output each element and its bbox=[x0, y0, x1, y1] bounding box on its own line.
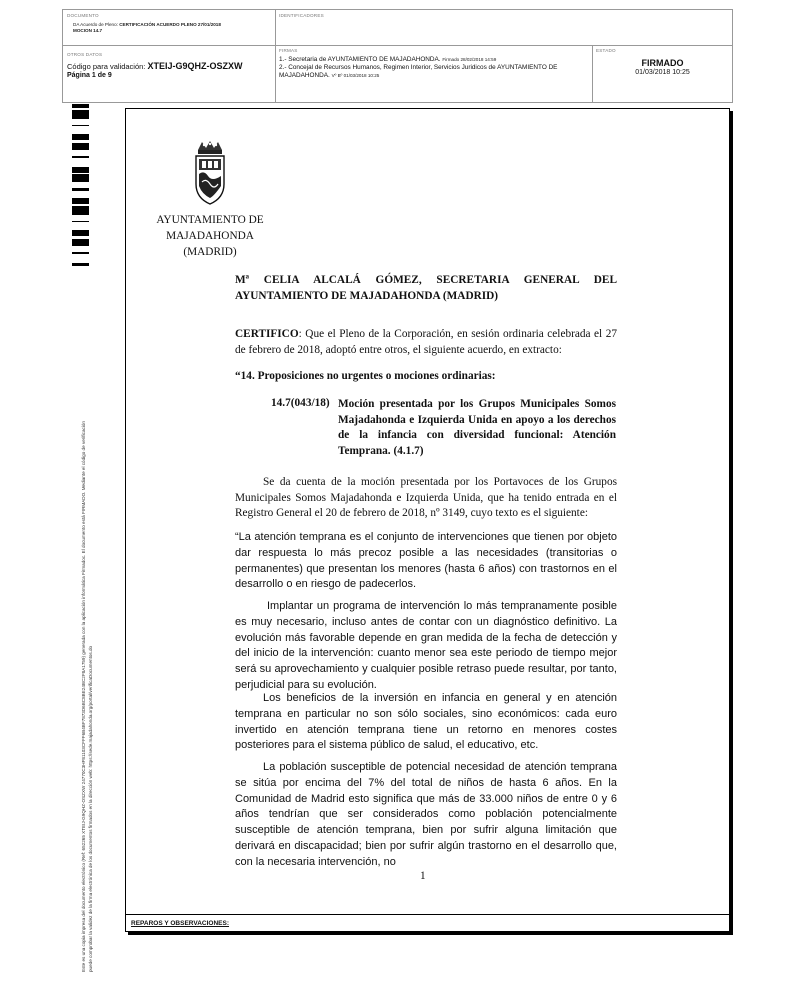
barcode-bar bbox=[72, 179, 89, 180]
barcode-bar bbox=[72, 180, 89, 182]
section-heading: “14. Proposiciones no urgentes o mociones ordinarias: bbox=[235, 370, 496, 382]
documento-value: DA Acuerdo de Pleno: CERTIFICACIÓN ACUERDO PLENO 27/01/2018 MOCION 14.7 bbox=[73, 22, 221, 33]
motion-paragraph-3: Los beneficios de la inversión en infancia en general y en atención temprana en particular no son sólo sociales, sino económicos: cada euro invertido en atención temprana tiene un retorno en menores costes posteriores para el sistema público de salud, el educativo, etc. bbox=[235, 692, 617, 752]
barcode-bar bbox=[72, 143, 89, 144]
letterhead: AYUNTAMIENTO DE MAJADAHONDA (MADRID) bbox=[156, 214, 264, 258]
barcode-bar bbox=[72, 137, 89, 138]
barcode-bar bbox=[72, 264, 89, 266]
barcode-bar bbox=[72, 230, 89, 233]
barcode-bar bbox=[72, 116, 89, 119]
barcode-bar bbox=[72, 233, 89, 234]
page-number: 1 bbox=[420, 870, 426, 882]
barcode-bar bbox=[72, 114, 89, 116]
motion-paragraph-1: “La atención temprana es el conjunto de intervenciones que tienen por objeto dar respuesta lo más precoz posible a las necesidades (transitorias o permanentes) que presentan los menores (hasta 6 años) con trastornos en el desarrollo o en riesgo de padecerlos. bbox=[235, 531, 617, 591]
barcode-bar bbox=[72, 240, 89, 242]
motion-number: 14.7(043/18) bbox=[271, 397, 330, 409]
reparos-label: REPAROS Y OBSERVACIONES: bbox=[131, 920, 230, 927]
barcode-bar bbox=[72, 252, 89, 254]
barcode-bar bbox=[72, 198, 89, 200]
header-divider-vertical bbox=[275, 10, 276, 102]
barcode-bar bbox=[72, 144, 89, 146]
barcode-bar bbox=[72, 239, 89, 240]
validation-code: Código para validación: XTEIJ-G9QHZ-OSZXW bbox=[67, 61, 243, 71]
page-count: Página 1 de 9 bbox=[67, 72, 112, 79]
barcode-bar bbox=[72, 146, 89, 149]
barcode-bar bbox=[72, 107, 89, 108]
status-badge: FIRMADO bbox=[641, 58, 684, 68]
intro-paragraph: Se da cuenta de la moción presentada por los Portavoces de los Grupos Municipales Somos Majadahonda e Izquierda Unida, que ha tenido entrada en el Registro General el 20 de febrero de 2018, nº 3149, cuyo texto es el siguiente: bbox=[235, 476, 617, 520]
motion-paragraph-2: Implantar un programa de intervención lo más tempranamente posible es muy necesario, incluso antes de contar con un diagnóstico definitivo. La evolución más favorable depende en gran medida de la fecha de detección y del inicio de la intervención: cuanto menor sea este periodo de tiempo mejor será su aprovechamiento y cualquier posible retraso puede resultar, por tanto, perjudicial para su evolución. bbox=[235, 600, 617, 691]
header-divider-horizontal bbox=[63, 45, 732, 46]
barcode-bar bbox=[72, 209, 89, 210]
barcode-bar bbox=[72, 167, 89, 168]
barcode-bar bbox=[72, 242, 89, 245]
barcode-bar bbox=[72, 138, 89, 140]
barcode-bar bbox=[72, 134, 89, 137]
barcode-bar bbox=[72, 200, 89, 203]
verification-side-text: Este es una copia impresa del documento electrónico (Ref: 652265 XTEIJ-G9QHZ-OSZXW 24770C3HF81103CFFF6B4BF7873D6BC8BE24BC2F8A1759) generada con la aplicación informática Firmadoc. El documento está FIRMADO. Mediante el código de verificación puede comprobar la validez de la firma electrónica de los documentos firmados en la dirección web: https://sede.majadahonda.org/portal/verificaDocumentos.do bbox=[81, 421, 93, 972]
barcode-bar bbox=[72, 245, 89, 246]
barcode-bar bbox=[72, 110, 89, 113]
signatures-list: 1.- Secretaria de AYUNTAMIENTO DE MAJADAHONDA. Firmado 28/02/2018 14:59 2.- Concejal de Recursos Humanos, Regimen Interior, Servicios Juridicos de AYUNTAMIENTO DE MAJADAHONDA. Vº Bº 01/03/2018 10:25 bbox=[279, 56, 558, 79]
barcode-bar bbox=[72, 104, 89, 107]
motion-title: Moción presentada por los Grupos Municipales Somos Majadahonda e Izquierda Unida en apoyo a los derechos de la infancia con diversidad funcional: Atención Temprana. (4.1.7) bbox=[338, 398, 616, 457]
barcode-bar bbox=[72, 234, 89, 236]
barcode-bar bbox=[72, 203, 89, 204]
barcode-bar bbox=[72, 125, 89, 126]
observations-divider bbox=[126, 914, 729, 915]
motion-paragraph-4: La población susceptible de potencial necesidad de atención temprana se sitúa por encima del 7% del total de niños de hasta 6 años. En la Comunidad de Madrid esto significa que más de 33.000 niños de entre 0 y 6 años tendrían que ser considerados como población potencialmente susceptible de atención temprana, bien por sufrir alguna limitación que derivará en discapacidad; bien por sufrir algún trastorno en el desarrollo que, con la necesaria intervención, no bbox=[235, 761, 617, 868]
barcode-bar bbox=[72, 188, 89, 191]
barcode-bar bbox=[72, 168, 89, 170]
documento-label: DOCUMENTO bbox=[67, 13, 99, 18]
barcode-bar bbox=[72, 263, 89, 264]
estado-label: ESTADO bbox=[596, 48, 616, 53]
signature-header-box bbox=[62, 9, 733, 103]
certifico-paragraph: CERTIFICO: Que el Pleno de la Corporación, en sesión ordinaria celebrada el 27 de febrero de 2018, adoptó entre otros, el siguiente acuerdo, en extracto: bbox=[235, 328, 617, 356]
identificadores-label: IDENTIFICADORES bbox=[279, 13, 324, 18]
barcode-bar bbox=[72, 113, 89, 114]
barcode-bar bbox=[72, 174, 89, 176]
barcode-bar bbox=[72, 221, 89, 222]
barcode-bar bbox=[72, 170, 89, 173]
firmas-label: FIRMAS bbox=[279, 48, 298, 53]
barcode-bar bbox=[72, 212, 89, 215]
barcode-bar bbox=[72, 206, 89, 209]
barcode-bar bbox=[72, 156, 89, 158]
barcode-bar bbox=[72, 176, 89, 179]
status-date: 01/03/2018 10:25 bbox=[635, 69, 690, 76]
barcode-bar bbox=[72, 210, 89, 212]
certificate-title: Mª CELIA ALCALÁ GÓMEZ, SECRETARIA GENERAL DEL AYUNTAMIENTO DE MAJADAHONDA (MADRID) bbox=[235, 274, 617, 302]
barcode-bar bbox=[72, 149, 89, 150]
otros-datos-label: OTROS DATOS bbox=[67, 52, 103, 57]
coat-of-arms-icon bbox=[190, 140, 230, 206]
barcode bbox=[72, 104, 89, 266]
